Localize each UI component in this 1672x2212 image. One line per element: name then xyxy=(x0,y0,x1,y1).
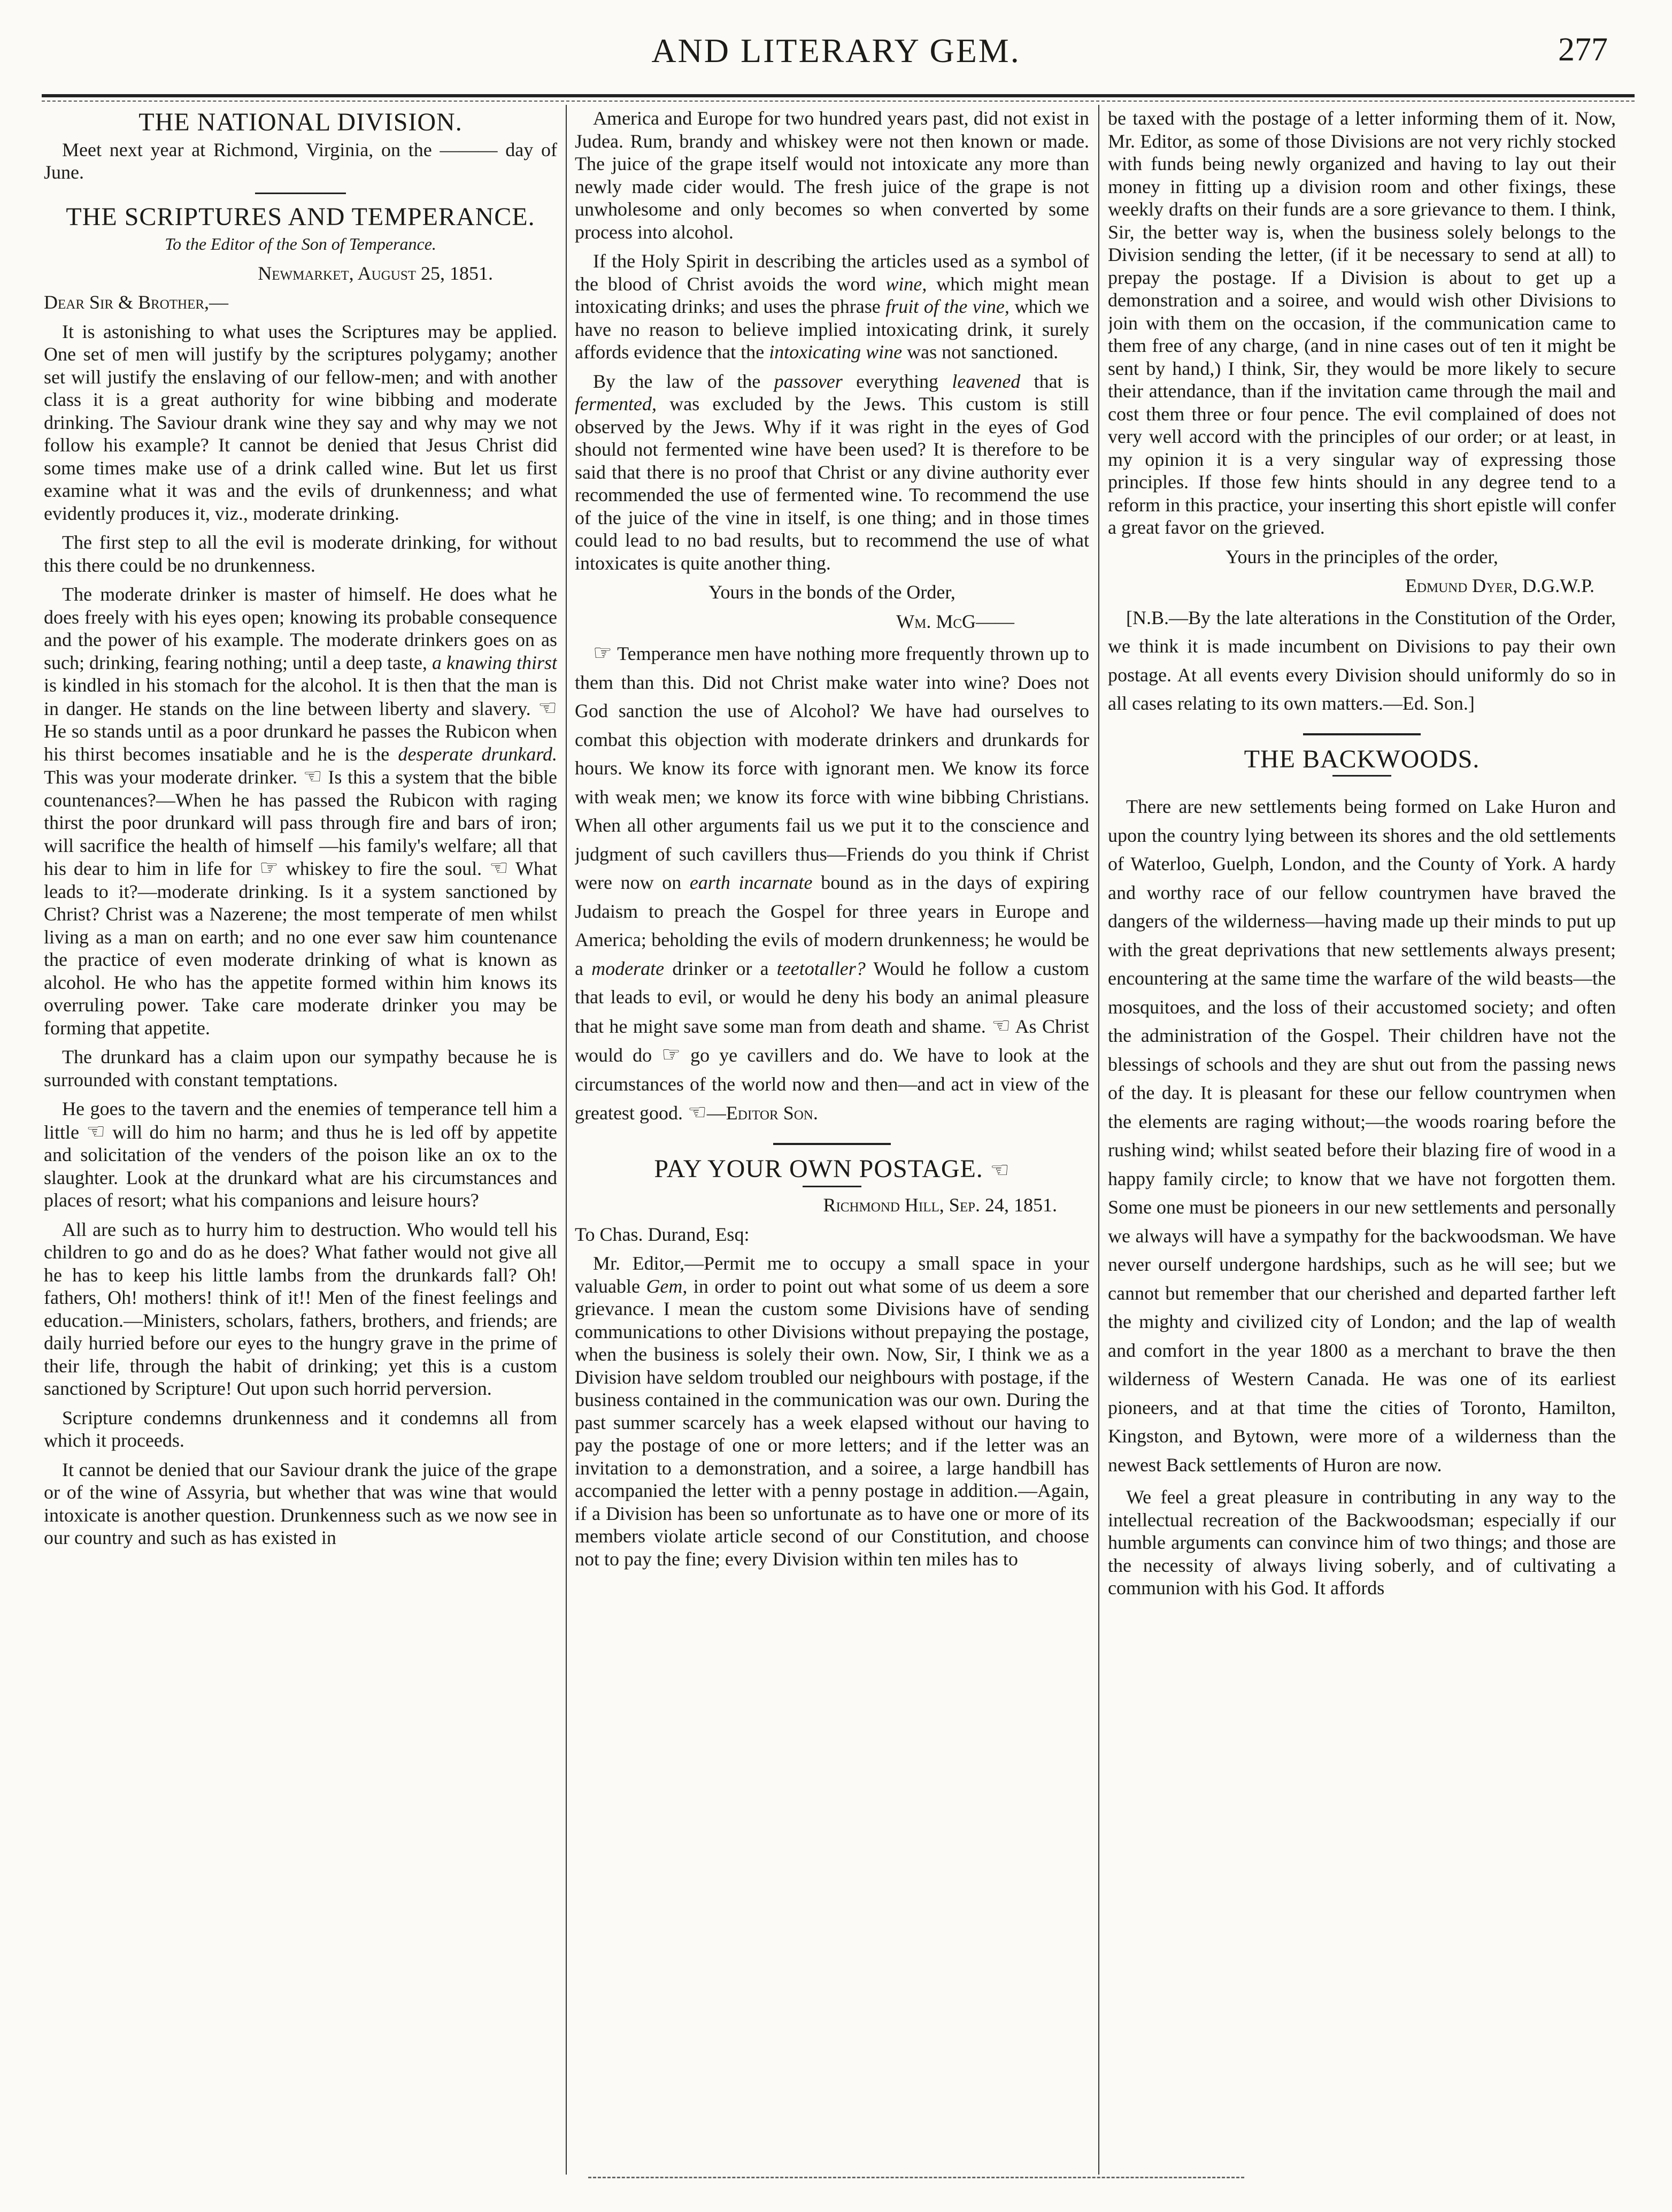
paragraph: By the law of the passover everything leavened that is fermented, was excluded by the Jews. This custom is still observed by the Jews. Why if it was right in the eyes of God should not fermented wine have been used? It is therefore to be said that there is no proof that Christ or any divine authority ever recommended the use of fermented wine. To recommend the use of the juice of the vine in itself, is one thing; and in those times could lead to no bad results, but to recommend the use of what intoxicates is quite another thing. xyxy=(575,370,1089,574)
letter-closing: Yours in the bonds of the Order, xyxy=(708,581,956,603)
letter-signature: Wm. McG—— xyxy=(896,610,1014,632)
paragraph: be taxed with the postage of a letter informing them of it. Now, Mr. Editor, as some of those Divisions are not very richly stocked with funds being newly organized and having to lay out their money in fitting up a division room and other fixings, these weekly drafts on their funds are a sore grievance to them. I think, Sir, the better way is, when the business solely belongs to the Division sending the letter, (if it be necessary to send at all) to prepay the postage. If a Division is about to get up a demonstration and a soiree, and would wish other Divisions to join with them on the occasion, if the communication came to them free of any charge, (and in nine cases out of ten it might be sent by hand,) I think, Sir, they would be more likely to secure their attendance, than if the invitation came through the mail and cost them three or four pence. The evil complained of does not very well accord with the principles of our order; or at least, in my opinion it is a very singular way of expressing those principles. If those few hints should in any degree tend to a reform in this practice, your inserting this short epistle will confer a great favor on the grieved. xyxy=(1108,107,1616,538)
letter-address: To Chas. Durand, Esq: xyxy=(575,1223,750,1245)
pointing-hand-left-icon: ☜ xyxy=(990,1157,1010,1182)
page-number: 277 xyxy=(1558,32,1608,68)
paragraph: The drunkard has a claim upon our sympathy because he is surrounded with constant temptations. xyxy=(44,1046,557,1090)
column-1 xyxy=(44,107,557,2171)
title-rule xyxy=(1332,775,1391,777)
running-head: AND LITERARY GEM. xyxy=(651,32,1021,70)
letter-address: To the Editor of the Son of Temperance. xyxy=(165,234,436,254)
pointing-hand-right-icon: ☞ xyxy=(259,856,279,880)
article-title: THE SCRIPTURES AND TEMPERANCE. xyxy=(66,202,535,231)
article-title: THE NATIONAL DIVISION. xyxy=(138,108,463,136)
paragraph: The moderate drinker is master of himself. He does what he does freely with his eyes open; knowing its probable consequence and the power of his example. The moderate drinkers goes on as such; drinking, fearing nothing; until a deep taste, a knawing thirst is kindled in his stomach for the alcohol. It is then that the man is in danger. He stands on the line between liberty and slavery. ☜ He so stands until as a poor drunkard he passes the Rubicon when his thirst becomes insatiable and he is the desperate drunkard. This was your moderate drinker. ☜ Is this a system that the bible countenances?—When he has passed the Rubicon with raging thirst the poor drunkard will pass through fire and bars of iron; will sacrifice the health of himself —his family's welfare; all that his dear to him in life for ☞ whiskey to fire the soul. ☜ What leads to it?—moderate drinking. Is it a system sanctioned by Christ? Christ was a Nazerene; the most temperate of men whilst living as a man on earth; and no one ever saw him countenance the practice of even moderate drinking of what is known as alcohol. He who has the appetite formed within him knows its overruling power. Take care moderate drinker you may be forming that appetite. xyxy=(44,583,557,1039)
paragraph: Scripture condemns drunkenness and it condemns all from which it proceeds. xyxy=(44,1407,557,1451)
paragraph: The first step to all the evil is moderate drinking, for without this there could be no drunkenness. xyxy=(44,532,557,576)
dateline: Newmarket, August 25, 1851. xyxy=(258,262,493,284)
pointing-hand-left-icon: ☜ xyxy=(687,1100,707,1125)
header-rule xyxy=(42,94,1635,102)
pointing-hand-right-icon: ☞ xyxy=(661,1042,681,1067)
article-title: THE BACKWOODS. xyxy=(1244,744,1480,773)
pointing-hand-left-icon: ☜ xyxy=(489,856,508,880)
section-rule xyxy=(773,1143,891,1145)
pointing-hand-left-icon: ☜ xyxy=(303,764,322,789)
paragraph: All are such as to hurry him to destruction. Who would tell his children to go and do as he does? What father would not give all he has to keep his little lambs from the drunkards fall? Oh! fathers, Oh! mothers! think of it!! Men of the finest feelings and education.—Ministers, scholars, fathers, brothers, and friends; are daily hurried before our eyes to the hungry grave in the prime of their life, through the habit of drinking; yet this is a custom sanctioned by Scripture! Out upon such horrid perversion. xyxy=(44,1218,557,1399)
paragraph: It is astonishing to what uses the Scriptures may be applied. One set of men will justify by the scriptures polygamy; another set will justify the enslaving of our fellow-men; and with another class it is a great authority for wine bibbing and moderate drinking. The Saviour drank wine they say and why may we not follow his example? It cannot be denied that Jesus Christ did some times make use of a drink called wine. But let us first examine what it was and the evils of drunkenness; and what evidently produces it, viz., moderate drinking. xyxy=(44,320,557,524)
dateline: Richmond Hill, Sep. 24, 1851. xyxy=(823,1194,1057,1216)
letter-closing: Yours in the principles of the order, xyxy=(1226,546,1498,567)
paragraph: It cannot be denied that our Saviour drank the juice of the grape or of the wine of Assyria, but whether that was wine that would intoxicate is another question. Drunkenness such as we now see in our country and such as has existed in xyxy=(44,1458,557,1548)
pointing-hand-left-icon: ☜ xyxy=(538,695,557,720)
paragraph: There are new settlements being formed on Lake Huron and upon the country lying between its shores and the old settlements of Waterloo, Guelph, London, and the County of York. A hardy and worthy race of our fellow countrymen have braved the dangers of the wilderness—having made up their minds to put up with the great deprivations that new settlements always present; encountering at the same time the warfare of the wild beasts—the mosquitoes, and the loss of their accustomed society; and often the administration of the Gospel. Their children have not the blessings of schools and they are shut out from the passing news of the day. It is pleasant for these our fellow countrymen when the elements are raging without;—the woods roaring before the rushing wind; whilst seated before their blazing fire of wood in a happy family circle; to know that we have not forgotten them. Some one must be pioneers in our new settlements and personally we always will have a sympathy for the backwoodsman. We have never ourself undergone hardships, such as he will see; but we cannot but remember that our cherished and departed farther left the mighty and civilized city of London; and the lap of wealth and comfort in the year 1800 as a merchant to brave the then wilderness of Western Canada. He was one of its earliest pioneers, and at that time the cities of Toronto, Hamilton, Kingston, and Bytown, were more of a wilderness than the newest Back settlements of Huron are now. xyxy=(1108,796,1616,1476)
paragraph: He goes to the tavern and the enemies of temperance tell him a little ☜ will do him no harm; and thus he is led off by appetite and solicitation of the venders of the poison like an ox to the slaughter. Look at the drunkard what are his circumstances and places of resort; what his companions and leisure hours? xyxy=(44,1098,557,1211)
column-divider xyxy=(566,105,567,2175)
column-divider xyxy=(1098,105,1099,2175)
pointing-hand-left-icon: ☜ xyxy=(86,1119,106,1144)
pointing-hand-left-icon: ☜ xyxy=(991,1013,1011,1038)
footer-rule xyxy=(588,2177,1244,2178)
article-title: PAY YOUR OWN POSTAGE. ☜ xyxy=(654,1154,1010,1183)
letter-signature: Edmund Dyer, D.G.W.P. xyxy=(1405,575,1594,596)
section-rule xyxy=(255,193,346,194)
column-3 xyxy=(1108,107,1616,2171)
section-rule xyxy=(1303,733,1421,735)
paragraph: America and Europe for two hundred years past, did not exist in Judea. Rum, brandy and whiskey were not then known or made. The juice of the grape itself would not intoxicate any more than newly made cider would. The fresh juice of the grape is not unwholesome and only becomes so when converted by some process into alcohol. xyxy=(575,107,1089,243)
salutation: Dear Sir & Brother,— xyxy=(44,291,229,313)
paragraph: If the Holy Spirit in describing the articles used as a symbol of the blood of Christ avoids the word wine, which might mean intoxicating drinks; and uses the phrase fruit of the vine, which we have no reason to believe implied intoxicating drink, it surely affords evidence that the intoxicating wine was not sanctioned. xyxy=(575,250,1089,363)
paragraph: Meet next year at Richmond, Virginia, on the ——— day of June. xyxy=(44,139,557,183)
editor-note: [N.B.—By the late alterations in the Constitution of the Order, we think it is made incumbent on Divisions to pay their own postage. At all events every Division should uniformly do so in all cases relating to its own matters.—Ed. Son.] xyxy=(1108,606,1616,714)
column-2 xyxy=(575,107,1089,2171)
title-rule xyxy=(803,1186,861,1187)
paragraph: We feel a great pleasure in contributing in any way to the intellectual recreation of the Backwoodsman; especially if our humble arguments can convince him of two things; and those are the necessity of always living soberly, and of cultivating a communion with his God. It affords xyxy=(1108,1486,1616,1599)
editor-note: ☞ Temperance men have nothing more frequently thrown up to them than this. Did not Christ make water into wine? Does not God sanction the use of Alcohol? We have had ourselves to combat this objection with moderate drinkers and drunkards for hours. We know its force with ignorant men. We know its force with weak men; we know its force with wine bibbing Christians. When all other arguments fail us we put it to the conscience and judgment of such cavillers thus—Friends do you think if Christ were now on earth incarnate bound as in the days of expiring Judaism to preach the Gospel for three years in Europe and America; beholding the evils of modern drunkenness; he would be a moderate drinker or a teetotaller? Would he follow a custom that leads to evil, or would he deny his body an animal pleasure that he might save some man from death and shame. ☜ As Christ would do ☞ go ye cavillers and do. We have to look at the circumstances of the world now and then—and act in view of the greatest good. ☜—Editor Son. xyxy=(575,641,1089,1125)
paragraph: Mr. Editor,—Permit me to occupy a small space in your valuable Gem, in order to point out what some of us deem a sore grievance. I mean the custom some Divisions have of sending communications to other Divisions without prepaying the postage, when the business is solely their own. Now, Sir, I think we as a Division have seldom troubled our neighbours with postage, if the business contained in the communication was our own. During the past summer scarcely has a week elapsed without our having to pay the postage of one or more letters; and if the letter was an invitation to a demonstration, and a soiree, a large handbill has accompanied the letter with a penny postage in addition.—Again, if a Division has been so unfortunate as to have one or more of its members violate article second of our Constitution, and choose not to pay the fine; every Division within ten miles has to xyxy=(575,1253,1089,1570)
pointing-hand-right-icon: ☞ xyxy=(593,641,612,665)
